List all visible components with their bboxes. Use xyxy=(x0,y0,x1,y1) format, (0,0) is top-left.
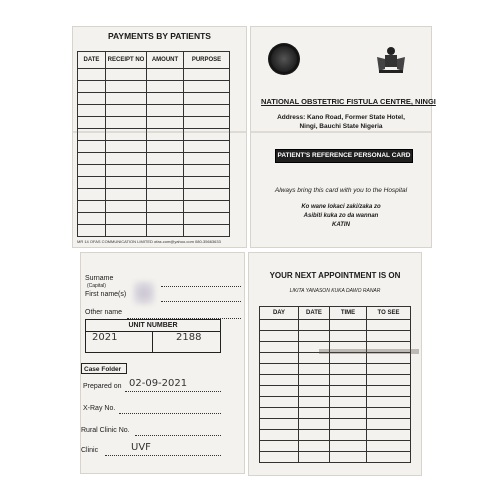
payments-col-date: DATE xyxy=(78,52,106,69)
table-cell xyxy=(184,177,230,189)
table-cell xyxy=(106,201,147,213)
other-name-label: Other name xyxy=(85,309,122,316)
bring-card-note: Always bring this card with you to the Hospital xyxy=(274,187,408,194)
table-cell xyxy=(260,419,299,430)
table-cell xyxy=(78,117,106,129)
xray-line xyxy=(119,413,221,414)
table-cell xyxy=(147,165,184,177)
table-cell xyxy=(260,397,299,408)
paper-crease xyxy=(73,131,246,133)
appointment-col-day: DAY xyxy=(260,307,299,320)
table-cell xyxy=(184,141,230,153)
table-row xyxy=(78,93,230,105)
table-cell xyxy=(78,177,106,189)
table-cell xyxy=(260,375,299,386)
clinic-value: UVF xyxy=(131,442,151,453)
table-cell xyxy=(78,213,106,225)
table-cell xyxy=(78,201,106,213)
table-row xyxy=(260,419,411,430)
table-cell xyxy=(184,81,230,93)
hausa-note-line-2: Asibiti kuka zo da wannan xyxy=(303,213,379,219)
table-cell xyxy=(260,320,299,331)
paper-crease xyxy=(251,131,431,133)
first-names-label: First name(s) xyxy=(85,291,127,298)
surname-line xyxy=(161,286,241,287)
first-names-line xyxy=(161,301,241,302)
table-cell xyxy=(147,105,184,117)
unit-number-box xyxy=(85,319,221,353)
table-cell xyxy=(106,213,147,225)
unit-year-value: 2021 xyxy=(92,332,118,343)
appointment-subtitle: LIKITA YANASON KUKA DAWO RANAR xyxy=(289,288,381,294)
table-cell xyxy=(299,419,330,430)
table-cell xyxy=(330,375,367,386)
table-cell xyxy=(367,353,411,364)
table-cell xyxy=(147,69,184,81)
table-row xyxy=(78,225,230,237)
table-cell xyxy=(78,105,106,117)
coat-of-arms-icon xyxy=(373,45,409,75)
appointment-col-date: DATE xyxy=(299,307,330,320)
table-cell xyxy=(78,141,106,153)
address-line-1: Address: Kano Road, Former State Hotel, xyxy=(277,114,405,121)
table-cell xyxy=(299,408,330,419)
table-cell xyxy=(330,397,367,408)
table-cell xyxy=(299,441,330,452)
table-row xyxy=(260,331,411,342)
table-cell xyxy=(299,320,330,331)
table-cell xyxy=(299,430,330,441)
table-row xyxy=(78,105,230,117)
rural-clinic-line xyxy=(135,435,221,436)
table-row xyxy=(260,364,411,375)
table-cell xyxy=(106,69,147,81)
table-row xyxy=(78,213,230,225)
prepared-on-line xyxy=(125,391,221,392)
table-cell xyxy=(367,419,411,430)
table-cell xyxy=(147,93,184,105)
table-cell xyxy=(367,430,411,441)
table-row xyxy=(260,452,411,463)
table-cell xyxy=(260,353,299,364)
table-cell xyxy=(260,441,299,452)
table-cell xyxy=(106,177,147,189)
table-cell xyxy=(299,364,330,375)
unit-number-value: 2188 xyxy=(176,332,202,343)
table-cell xyxy=(367,408,411,419)
table-row xyxy=(260,386,411,397)
table-cell xyxy=(106,225,147,237)
table-cell xyxy=(299,397,330,408)
table-cell xyxy=(184,93,230,105)
table-cell xyxy=(78,165,106,177)
table-cell xyxy=(299,331,330,342)
table-cell xyxy=(147,81,184,93)
payments-panel xyxy=(72,26,247,248)
table-cell xyxy=(299,452,330,463)
table-cell xyxy=(184,105,230,117)
appointment-table xyxy=(259,306,411,463)
table-cell xyxy=(260,386,299,397)
prepared-on-label: Prepared on xyxy=(83,383,122,390)
table-cell xyxy=(260,342,299,353)
table-row xyxy=(260,375,411,386)
paper-tear xyxy=(319,349,419,354)
table-row xyxy=(260,430,411,441)
appointment-title: YOUR NEXT APPOINTMENT IS ON xyxy=(269,271,401,280)
centre-logo xyxy=(268,43,300,75)
surname-sublabel: (Capital) xyxy=(87,283,106,289)
patient-form-panel xyxy=(80,252,245,474)
appointment-col-time: TIME xyxy=(330,307,367,320)
table-cell xyxy=(260,364,299,375)
table-row xyxy=(260,397,411,408)
table-cell xyxy=(330,430,367,441)
table-cell xyxy=(299,375,330,386)
hausa-note-line-3: KATIN xyxy=(332,222,350,228)
table-cell xyxy=(299,386,330,397)
payments-title: PAYMENTS BY PATIENTS xyxy=(108,31,211,41)
table-cell xyxy=(260,408,299,419)
table-row xyxy=(78,141,230,153)
table-cell xyxy=(367,375,411,386)
clinic-line xyxy=(105,455,221,456)
table-cell xyxy=(106,165,147,177)
table-cell xyxy=(367,397,411,408)
surname-label: Surname xyxy=(85,275,114,282)
table-cell xyxy=(78,189,106,201)
payments-col-purpose: PURPOSE xyxy=(184,52,230,69)
clinic-label: Clinic xyxy=(81,447,99,454)
table-cell xyxy=(147,153,184,165)
table-cell xyxy=(78,225,106,237)
table-cell xyxy=(147,225,184,237)
table-cell xyxy=(78,93,106,105)
table-cell xyxy=(367,452,411,463)
table-row xyxy=(78,81,230,93)
table-row xyxy=(260,353,411,364)
table-cell xyxy=(330,452,367,463)
payments-footer: MR 14 OFAS COMMUNICATION LIMITED ofas.com@yahoo.com 080-35663633 xyxy=(77,239,221,244)
table-cell xyxy=(106,93,147,105)
table-cell xyxy=(299,353,330,364)
table-cell xyxy=(367,320,411,331)
table-cell xyxy=(260,430,299,441)
table-cell xyxy=(367,364,411,375)
table-cell xyxy=(78,81,106,93)
table-row xyxy=(78,189,230,201)
rural-clinic-label: Rural Clinic No. xyxy=(81,427,130,434)
hausa-note-line-1: Ko wane lokaci zaki/zaka zo xyxy=(301,204,381,210)
address-line-2: Ningi, Bauchi State Nigeria xyxy=(299,123,383,130)
table-cell xyxy=(106,117,147,129)
table-row xyxy=(78,153,230,165)
appointment-col-to-see: TO SEE xyxy=(367,307,411,320)
table-cell xyxy=(106,105,147,117)
table-cell xyxy=(260,331,299,342)
table-cell xyxy=(147,117,184,129)
table-row xyxy=(260,408,411,419)
table-cell xyxy=(330,331,367,342)
table-cell xyxy=(184,153,230,165)
card-front-panel xyxy=(250,26,436,248)
table-cell xyxy=(184,213,230,225)
centre-name: NATIONAL OBSTETRIC FISTULA CENTRE, NINGI xyxy=(261,97,436,106)
table-cell xyxy=(184,117,230,129)
table-cell xyxy=(184,225,230,237)
table-cell xyxy=(330,364,367,375)
table-cell xyxy=(147,189,184,201)
table-cell xyxy=(147,177,184,189)
redacted-name xyxy=(133,281,155,305)
table-cell xyxy=(330,419,367,430)
table-row xyxy=(78,201,230,213)
table-row xyxy=(78,117,230,129)
table-cell xyxy=(330,353,367,364)
table-row xyxy=(260,441,411,452)
table-cell xyxy=(367,331,411,342)
table-cell xyxy=(147,213,184,225)
table-cell xyxy=(330,408,367,419)
table-cell xyxy=(260,452,299,463)
payments-col-receipt: RECEIPT NO xyxy=(106,52,147,69)
appointment-panel xyxy=(248,252,422,476)
unit-number-label: UNIT NUMBER xyxy=(86,320,220,332)
table-cell xyxy=(330,320,367,331)
table-cell xyxy=(184,201,230,213)
xray-label: X-Ray No. xyxy=(83,405,116,412)
table-cell xyxy=(330,441,367,452)
table-cell xyxy=(106,153,147,165)
payments-table xyxy=(77,51,230,237)
table-cell xyxy=(184,165,230,177)
table-cell xyxy=(106,141,147,153)
table-cell xyxy=(367,441,411,452)
table-cell xyxy=(147,141,184,153)
table-cell xyxy=(330,386,367,397)
table-cell xyxy=(367,386,411,397)
table-row xyxy=(78,69,230,81)
table-cell xyxy=(78,153,106,165)
table-row xyxy=(78,177,230,189)
payments-col-amount: AMOUNT xyxy=(147,52,184,69)
table-cell xyxy=(147,201,184,213)
table-row xyxy=(78,165,230,177)
table-row xyxy=(260,320,411,331)
table-cell xyxy=(78,69,106,81)
case-folder-label: Case Folder xyxy=(81,363,127,374)
card-title: PATIENT'S REFERENCE PERSONAL CARD xyxy=(275,149,413,163)
table-cell xyxy=(184,69,230,81)
prepared-on-value: 02-09-2021 xyxy=(129,378,188,389)
table-cell xyxy=(184,189,230,201)
table-cell xyxy=(106,189,147,201)
table-cell xyxy=(106,81,147,93)
